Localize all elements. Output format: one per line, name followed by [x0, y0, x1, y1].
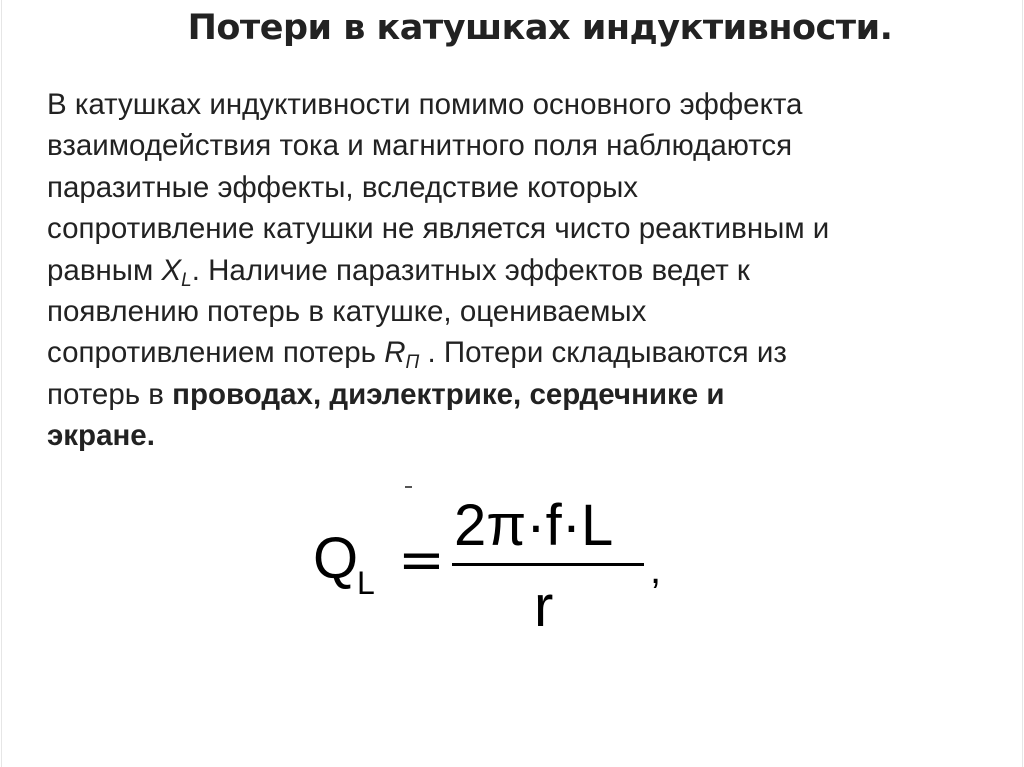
formula-trailing-comma: , [650, 548, 662, 592]
xl-subscript: L [181, 269, 192, 291]
paragraph-line-2: взаимодействия тока и магнитного поля наблюдаются [47, 129, 793, 163]
line5-suffix: . Наличие паразитных эффектов ведет к [191, 253, 750, 287]
rp-symbol: R [384, 336, 406, 370]
line9-bold: экране. [47, 419, 155, 453]
formula-lhs: Q [313, 526, 359, 591]
line7-prefix: сопротивлением потерь [47, 336, 385, 370]
paragraph-line-1: В катушках индуктивности помимо основного эффекта [47, 88, 803, 121]
formula-numerator: 2π·f·L [454, 493, 614, 558]
paragraph-line-6: появлению потерь в катушке, оцениваемых [47, 295, 647, 329]
formula-denominator: r [534, 574, 554, 639]
line7-suffix: . Потери складываются из [419, 336, 787, 370]
formula-equals-sign: = [398, 528, 445, 593]
slide-title: Потери в катушках индуктивности. [187, 8, 893, 48]
rp-subscript: П [405, 352, 420, 374]
formula-lhs-subscript: L [357, 565, 375, 601]
line8-prefix: потерь в [47, 377, 173, 411]
xl-symbol: X [161, 253, 182, 287]
formula-fraction-bar [452, 563, 644, 566]
paragraph-line-4: сопротивление катушки не является чисто реактивным и [47, 212, 830, 246]
formula-stray-mark [405, 486, 412, 488]
line8-bold: проводах, диэлектрике, сердечнике и [172, 377, 725, 411]
paragraph-line-3: паразитные эффекты, вследствие которых [47, 170, 639, 204]
line5-prefix: равным [47, 253, 162, 287]
